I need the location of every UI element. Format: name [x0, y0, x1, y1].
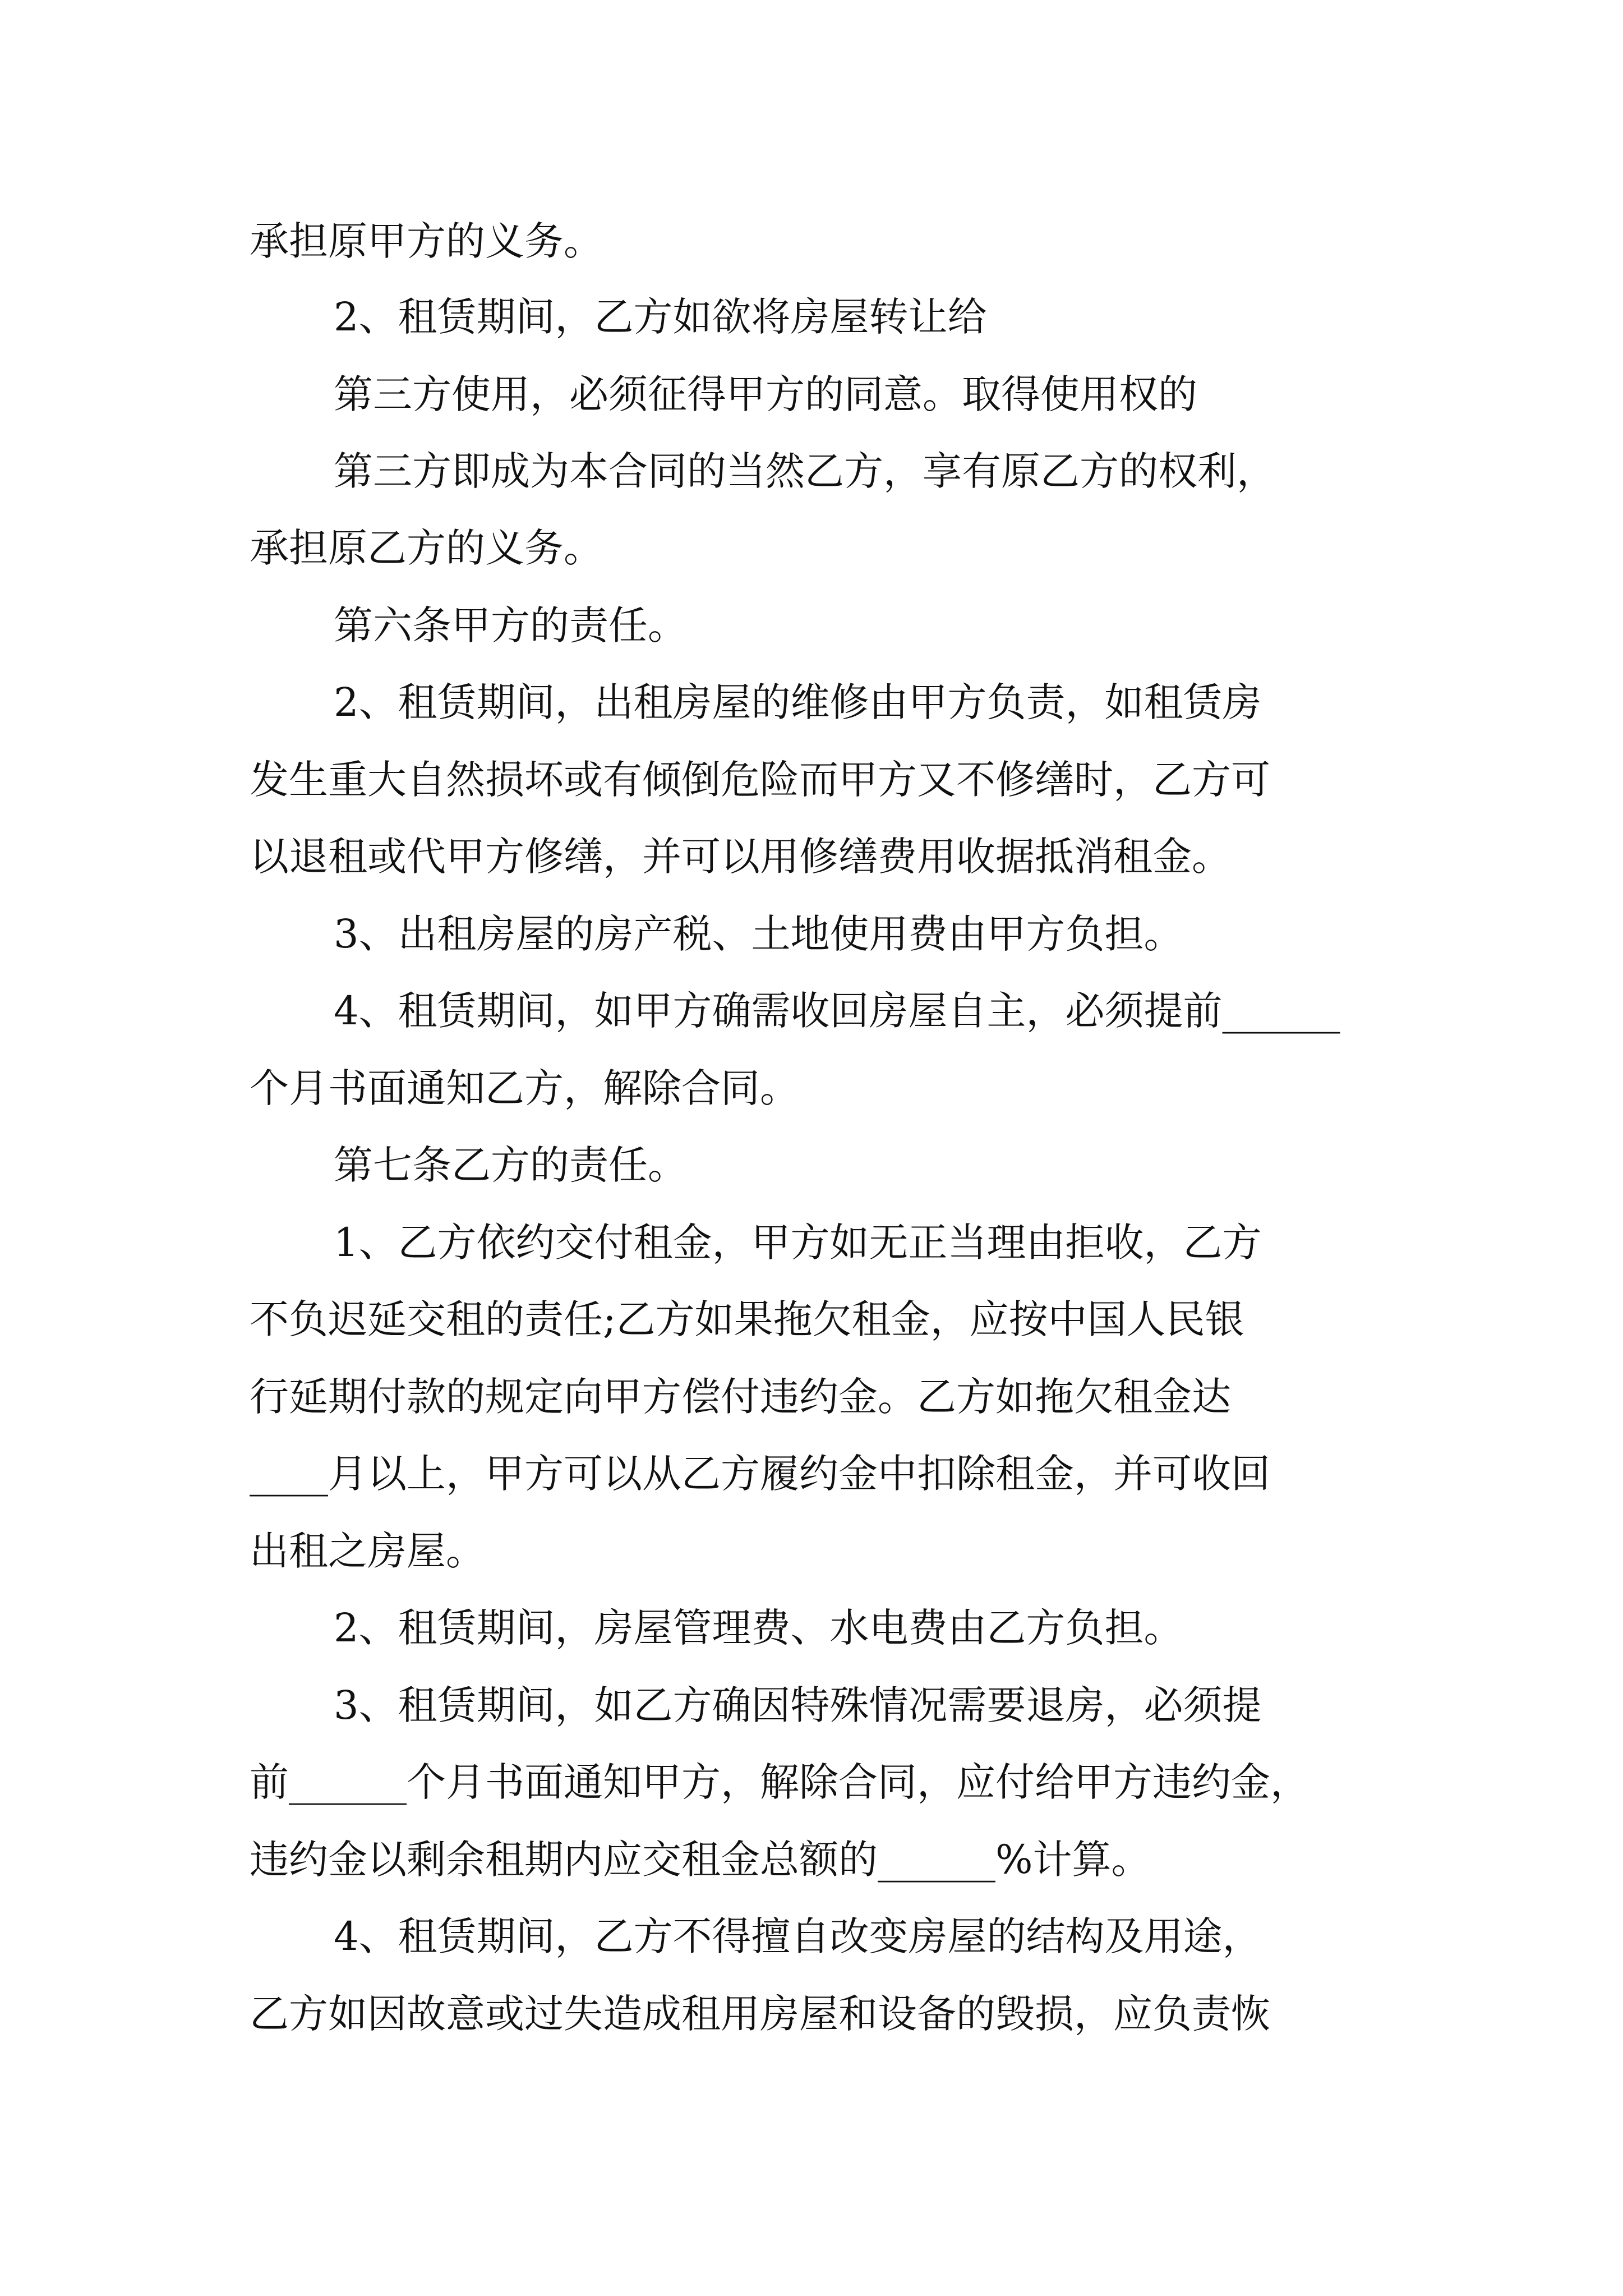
text-line: 第三方即成为本合同的当然乙方，享有原乙方的权利， — [334, 448, 1276, 494]
text-line: 以退租或代甲方修缮，并可以用修缮费用收据抵消租金。 — [250, 834, 1231, 880]
text-line: 个月书面通知乙方，解除合同。 — [250, 1065, 799, 1111]
text-line: 1、乙方依约交付租金，甲方如无正当理由拒收，乙方 — [334, 1220, 1262, 1266]
text-line: 第三方使用，必须征得甲方的同意。取得使用权的 — [334, 371, 1197, 417]
text-line: 4、租赁期间，乙方不得擅自改变房屋的结构及用途， — [334, 1913, 1262, 1959]
text-line: 2、租赁期间，出租房屋的维修由甲方负责，如租赁房 — [334, 679, 1262, 725]
text-line: 违约金以剩余租期内应交租金总额的______%计算。 — [250, 1837, 1151, 1883]
text-line: 3、出租房屋的房产税、土地使用费由甲方负担。 — [334, 911, 1183, 957]
section-heading: 第七条乙方的责任。 — [334, 1142, 687, 1188]
text-line: 2、租赁期间，乙方如欲将房屋转让给 — [334, 294, 987, 340]
text-line: 4、租赁期间，如甲方确需收回房屋自主，必须提前______ — [334, 988, 1340, 1034]
text-line: ____月以上，甲方可以从乙方履约金中扣除租金，并可收回 — [250, 1451, 1270, 1497]
text-line: 乙方如因故意或过失造成租用房屋和设备的毁损，应负责恢 — [250, 1991, 1270, 2037]
text-line: 行延期付款的规定向甲方偿付违约金。乙方如拖欠租金达 — [250, 1374, 1231, 1420]
text-line: 出租之房屋。 — [250, 1528, 485, 1574]
text-line: 承担原甲方的义务。 — [250, 218, 603, 264]
text-line: 发生重大自然损坏或有倾倒危险而甲方又不修缮时，乙方可 — [250, 757, 1270, 803]
text-line: 3、租赁期间，如乙方确因特殊情况需要退房，必须提 — [334, 1682, 1262, 1728]
section-heading: 第六条甲方的责任。 — [334, 602, 687, 648]
text-line: 不负迟延交租的责任;乙方如果拖欠租金，应按中国人民银 — [250, 1296, 1244, 1342]
text-line: 2、租赁期间，房屋管理费、水电费由乙方负担。 — [334, 1605, 1183, 1651]
text-line: 承担原乙方的义务。 — [250, 525, 603, 571]
text-line: 前______个月书面通知甲方，解除合同，应付给甲方违约金， — [250, 1759, 1310, 1805]
